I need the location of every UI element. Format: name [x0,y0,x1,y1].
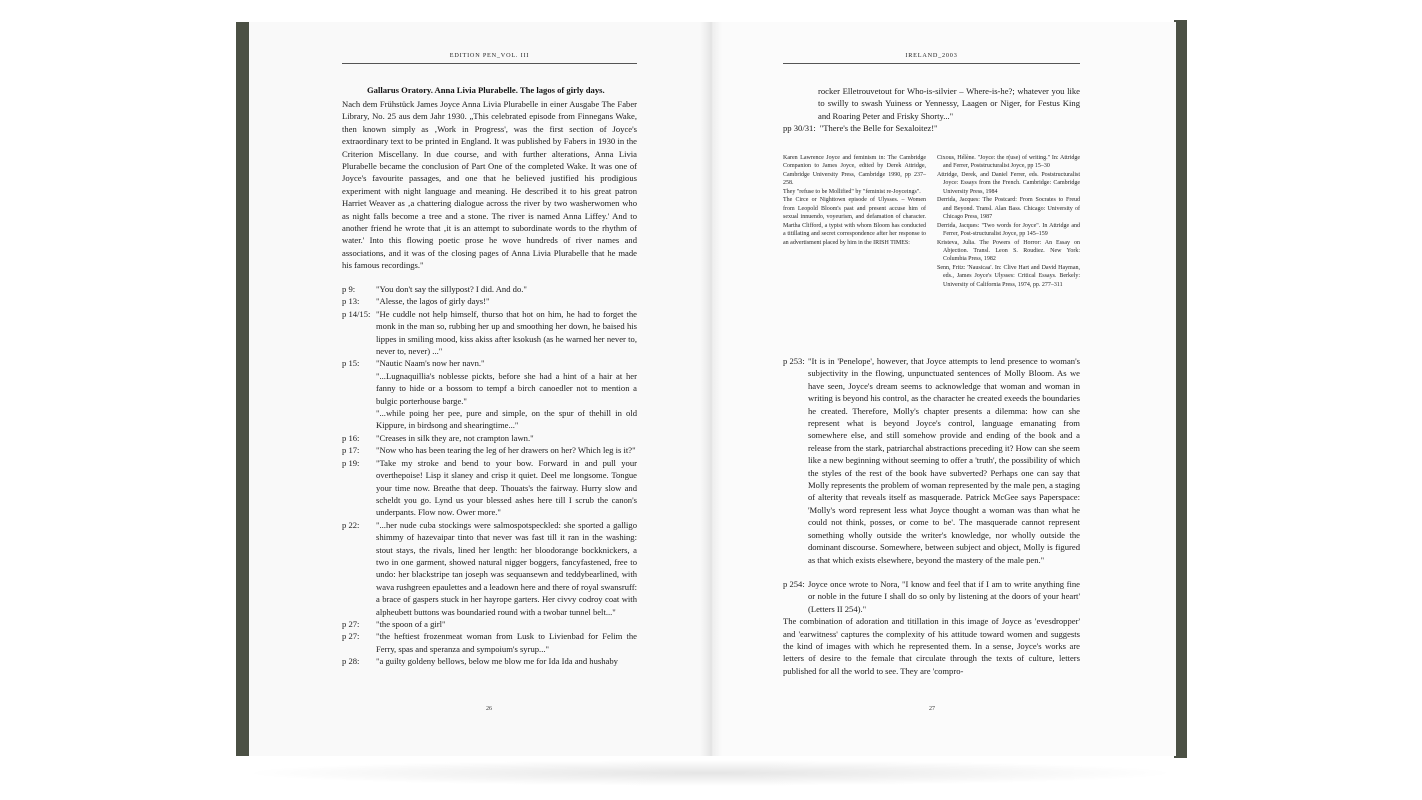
quote-ref: p 14/15: [342,308,371,319]
intro-body: Nach dem Frühstück James Joyce Anna Livia Plurabelle in einer Ausgabe The Faber Library, No. 25 aus dem Jahr 1930. „This celebrated episode from Finnegans Wake, then known simply as ‚Work in Progress', was the first section of Joyce's extraordinary text to be printed in England. It was published by Fabers in 1930 in the Criterion Miscellany. In due course, and with further alterations, Anna Livia Plurabelle became the conclusion of Part One of the completed Wake. It was one of Joyce's favourite passages, and one that he believed justified his prodigious experiment with night language and meaning. He described it to his great patron Harriet Weaver as ‚a chattering dialogue across the river by two washerwomen who as night falls become a tree and a stone. The river is named Anna Liffey.' And to another friend he wrote that ‚it is an attempt to subordinate words to the rhythm of water.' Into this flowing poetic prose he wove hundreds of river names and associations, and it was of the closing pages of Anna Livia Plurabelle that he made his famous recordings." [342,99,637,271]
quote-ref: p 13: [342,296,360,307]
quote-text: Joyce once wrote to Nora, "I know and feel that if I am to write anything fine or noble in the future I shall do so only by listening at the doors of your heart' (Letters II 254)." [808,578,1080,614]
quote-text: "the heftiest frozenmeat woman from Lusk to Livienbad for Felim the Ferry, spas and speranza and sympoium's syrup..." [376,631,637,654]
quote-text: "You don't say the sillypost? I did. And do." [376,284,527,294]
quote-row [342,618,637,630]
quote-text: "a guilty goldeny bellows, below me blow me for Ida Ida and hushaby [376,656,618,667]
quote-row [783,122,1080,134]
quote-row [342,308,637,358]
quote-row [342,357,637,369]
quote-ref [342,370,376,407]
bibliography-entry: Derrida, Jacques: The Postcard: From Socrates to Freud and Beyond. Transl. Alan Bass. Chicago: University of Chicago Press, 1987 [937,197,1080,221]
quote-row [342,295,637,307]
quote-row [342,283,637,295]
note-entry: Karen Lawrence Joyce and feminism in: The Cambridge Companion to James Joyce, edited by Derek Attridge, Cambridge University Press, Cambridge 1990, pp 237–258. [783,155,926,187]
quote-text: "Take my stroke and bend to your bow. Forward in and pull your overthepoise! Lisp it slaney and crisp it quiet. Deel me longsome. Tongue your time now. Breathe that deep. Thouats's the fairway. Hurry slow and scheldt you go. Lynd us your blessed ashes here till I scrub the canon's underpants. Flow now. Ower more." [376,457,637,518]
quote-row [783,355,1080,566]
quote-text: "Nautic Naam's now her navn." [376,358,485,369]
intro-title: Gallarus Oratory. Anna Livia Plurabelle. The lagos of girly days. [367,85,605,95]
right-page [710,22,1176,756]
quote-text: "...Lugnaquillia's noblesse pickts, before she had a hint of a hair at her fanny to hide or a bossom to tempf a birch canoedler not to mention a bulgic porterhouse barge." [376,370,637,406]
quote-ref: p 27: [342,618,360,629]
quote-ref: p 254: [783,578,805,589]
quote-text: "Creases in silk they are, not crampton lawn." [376,432,534,443]
quote-text: "He cuddle not help himself, thurso that hot on him, he had to forget the monk in the man so, rubbing her up and smoothing her down, he baised his lippes in smiling mood, kiss akiss after ksokush (as he warned her never to, never to, never) ..." [376,308,637,357]
quote-text: "Now who has been tearing the leg of her drawers on her? Which leg is it?" [376,445,636,456]
quote-ref: p 27: [342,631,360,642]
continued-quote-text: rocker Elletrouvetout for Who-is-silvier – Where-is-he?; whatever you like to swilly to swash Yuiness or Yennessy, Laagen or Niger, for Festus King and Roaring Peter and Frisky Shorty..." [818,86,1080,121]
paragraph-spacer [783,566,1080,578]
quote-ref: p 28: [342,656,360,667]
quote-list [342,283,637,668]
book-shadow [240,760,1180,786]
quote-row [342,457,637,519]
quote-text: "the spoon of a girl" [376,618,446,629]
quote-row [342,630,637,655]
quote-ref: p 253: [783,356,805,366]
bibliography-entry: Attridge, Derek, and Daniel Ferrer, eds. Poststructuralist Joyce: Essays from the French. Cambridge: Cambridge University Press, 1984 [937,171,1080,195]
left-page [249,22,710,756]
essay-body [783,355,1080,677]
quote-ref: p 19: [342,457,360,468]
closing-paragraph: The combination of adoration and titillation in this image of Joyce as 'evesdropper' and 'earwitness' captures the complexity of his attitude toward women and suggests the kind of images with which he represented them. In a sense, Joyce's works are letters of desire to the female that circulate through the texts of culture, letters published for all the world to see. They are 'compro- [783,616,1080,676]
left-page-number: 26 [486,706,492,712]
quote-text: "Alesse, the lagos of girly days!" [376,296,490,307]
quote-row [783,578,1080,615]
quote-ref: p 22: [342,519,360,530]
quote-ref [342,407,376,432]
right-header-rule [783,63,1080,64]
bibliography-column [937,154,1080,289]
book-cover-edge-left [236,22,250,756]
quote-ref: p 16: [342,432,360,443]
bibliography-entry: Kristeva, Julia. The Powers of Horror: An Essay on Abjection. Transl. Leon S. Roudiez. New York: Columbia Press, 1982 [937,239,1080,263]
quote-row [342,655,637,667]
note-entry: The Circe or Nighttown episode of Ulysses. – Women from Leopold Bloom's past and present accuse him of sexual innuendo, voyeurism, and defamation of character. Martha Clifford, a typist with whom Bloom has conducted a titillating and secret correspondence after her response to an advertisment placed by him in the IRISH TIMES: [783,197,926,246]
notes-column-left [783,154,926,247]
quote-text: "It is in 'Penelope', however, that Joyce attempts to lend presence to woman's subjectivity in the flowing, unpunctuated sentences of Molly Bloom. As we have seen, Joyce's dream seems to acknowledge that woman and woman in writing is beyond his control, as the character he created exeeds the boundaries he created. Therefore, Molly's chapter presents a dilemma: how can she represent what is beyond Joyce's control, language emanating from somewhere else, and still somehow provide and ending of the book and a release from the stark, patriarchal abstractions preceding it? How can she seem like a new beginning without seeming to offer a 'truth', the possibility of which the styles of the rest of the book have subverted? Perhaps one can say that Molly represents the problem of woman represented by the male pen, a staging of alterity that reveals itself as masquerade. Patrick McGee says Paperspace: 'Molly's word represent less what Joyce thought a woman was than what he could not think, posses, or come to be'. The masquerade cannot represent something wholly outside the writer's knowledge, nor wholly outside the dominant discourse. Somewhere, between subject and object, Molly is figured as that which exists elsewhere, beyond the mastery of the male pen." [808,356,1080,565]
right-running-head: IRELAND_2003 [905,52,958,59]
quote-row [342,407,637,432]
bibliography-entry: Senn, Fritz: 'Nausicaa'. In: Clive Hart and David Hayman, eds., James Joyce's Ulysses: Critical Essays. Berkely: University of California Press, 1974, pp. 277–311 [937,264,1080,288]
note-entry: They "refuse to be Mollified" by "feminist re-Joyceings". [783,188,921,195]
left-running-head: EDITION PEN_VOL. III [449,52,530,59]
quote-ref: pp 30/31: [783,123,816,134]
quote-row [342,444,637,456]
quote-row [342,432,637,444]
continued-quote [783,85,1080,135]
bibliography-entry: Derrida, Jacques: "Two words for Joyce". In Attridge and Ferrer, Post-structuralist Joyce, pp 145–159 [937,222,1080,238]
quote-text: "...her nude cuba stockings were salmospotspeckled: she sported a galligo shimmy of hazevaipar tinto that never was fast till it ran in the washing: stout stays, the rivals, lined her length: her bloodorange bockknickers, a two in one garment, showed natural nigger boggers, fancyfastened, free to undo: her blackstripe tan joseph was sequansewn and teddybearlined, with wava rushgreen epaulettes and a leadown here and there of royal swansruff: a brace of gaspers stuck in her hayrope garters. Her civvy codroy coat with alpheubett buttons was boundaried round with a twobar tunnel belt..." [376,519,637,617]
quote-row [342,370,637,407]
right-page-number: 27 [929,706,935,712]
quote-ref: p 9: [342,284,356,294]
left-header-rule [342,63,637,64]
quote-row [342,519,637,618]
bibliography-entry: Cixous, Hélène. "Joyce: the r(use) of writing." In: Attridge and Ferrer, Poststructuralist Joyce, pp 15–30 [937,155,1080,170]
quote-text: "There's the Belle for Sexaloitez!" [819,123,938,134]
quote-ref: p 15: [342,358,360,369]
quote-text: "...while poing her pee, pure and simple, on the spur of thehill in old Kippure, in birdsong and shearingtime..." [376,408,637,431]
quote-ref: p 17: [342,445,360,456]
